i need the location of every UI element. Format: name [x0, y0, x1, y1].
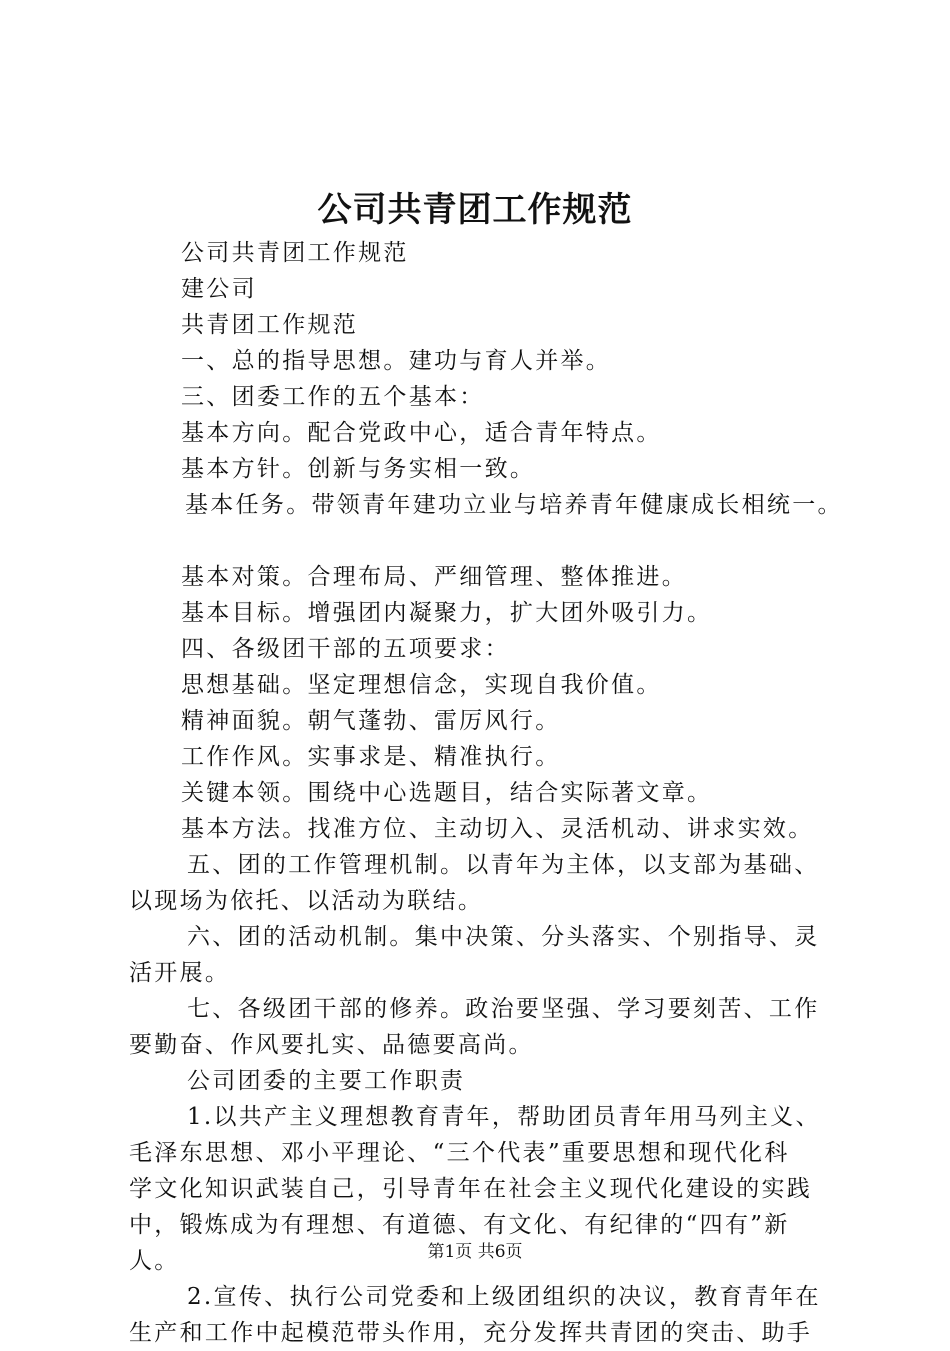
- body-line: 1.以共产主义理想教育青年，帮助团员青年用马列主义、: [187, 1104, 821, 1130]
- body-line: 基本方法。找准方位、主动切入、灵活机动、讲求实效。: [181, 816, 814, 842]
- body-line: 学文化知识武装自己，引导青年在社会主义现代化建设的实践: [129, 1176, 813, 1202]
- body-line: 2.宣传、执行公司党委和上级团组织的决议，教育青年在: [187, 1284, 821, 1310]
- body-line: 精神面貌。朝气蓬勃、雷厉风行。: [181, 708, 561, 734]
- body-line: 基本任务。带领青年建功立业与培养青年健康成长相统一。: [185, 492, 843, 518]
- body-line: 基本目标。增强团内凝聚力，扩大团外吸引力。: [181, 600, 713, 626]
- document-body: [129, 235, 843, 1351]
- body-line: 五、团的工作管理机制。以青年为主体，以支部为基础、: [187, 852, 820, 878]
- body-line: 公司团委的主要工作职责: [187, 1068, 466, 1094]
- body-line: 七、各级团干部的修养。政治要坚强、学习要刻苦、工作: [187, 996, 820, 1022]
- body-line: 中，锻炼成为有理想、有道德、有文化、有纪律的“四有”新: [129, 1212, 790, 1238]
- body-line: 思想基础。坚定理想信念，实现自我价值。: [181, 672, 662, 698]
- body-line: 四、各级团干部的五项要求：: [181, 636, 510, 662]
- body-line: 关键本领。围绕中心选题目，结合实际著文章。: [181, 780, 713, 806]
- page-footer: 第1页 共6页: [427, 1242, 523, 1262]
- body-line: 公司共青团工作规范: [181, 240, 409, 266]
- body-line: 工作作风。实事求是、精准执行。: [181, 744, 561, 770]
- body-line: 基本对策。合理布局、严细管理、整体推进。: [181, 564, 687, 590]
- body-line: 人。: [129, 1248, 180, 1274]
- body-line: 三、团委工作的五个基本：: [181, 384, 485, 410]
- body-line: 六、团的活动机制。集中决策、分头落实、个别指导、灵: [187, 924, 820, 950]
- body-line: 毛泽东思想、邓小平理论、“三个代表”重要思想和现代化科: [129, 1140, 790, 1166]
- body-line: 基本方向。配合党政中心，适合青年特点。: [181, 420, 662, 446]
- body-line: 以现场为依托、以活动为联结。: [129, 888, 484, 914]
- body-line: 共青团工作规范: [181, 312, 359, 338]
- document-title: 公司共青团工作规范: [317, 190, 633, 230]
- body-line: 建公司: [181, 276, 257, 302]
- body-line: 要勤奋、作风要扎实、品德要高尚。: [129, 1032, 534, 1058]
- body-line: 生产和工作中起模范带头作用，充分发挥共青团的突击、助手: [129, 1320, 813, 1346]
- body-line: 一、总的指导思想。建功与育人并举。: [181, 348, 612, 374]
- body-line: 活开展。: [129, 960, 231, 986]
- body-line: 基本方针。创新与务实相一致。: [181, 456, 536, 482]
- blank-line: [129, 523, 839, 559]
